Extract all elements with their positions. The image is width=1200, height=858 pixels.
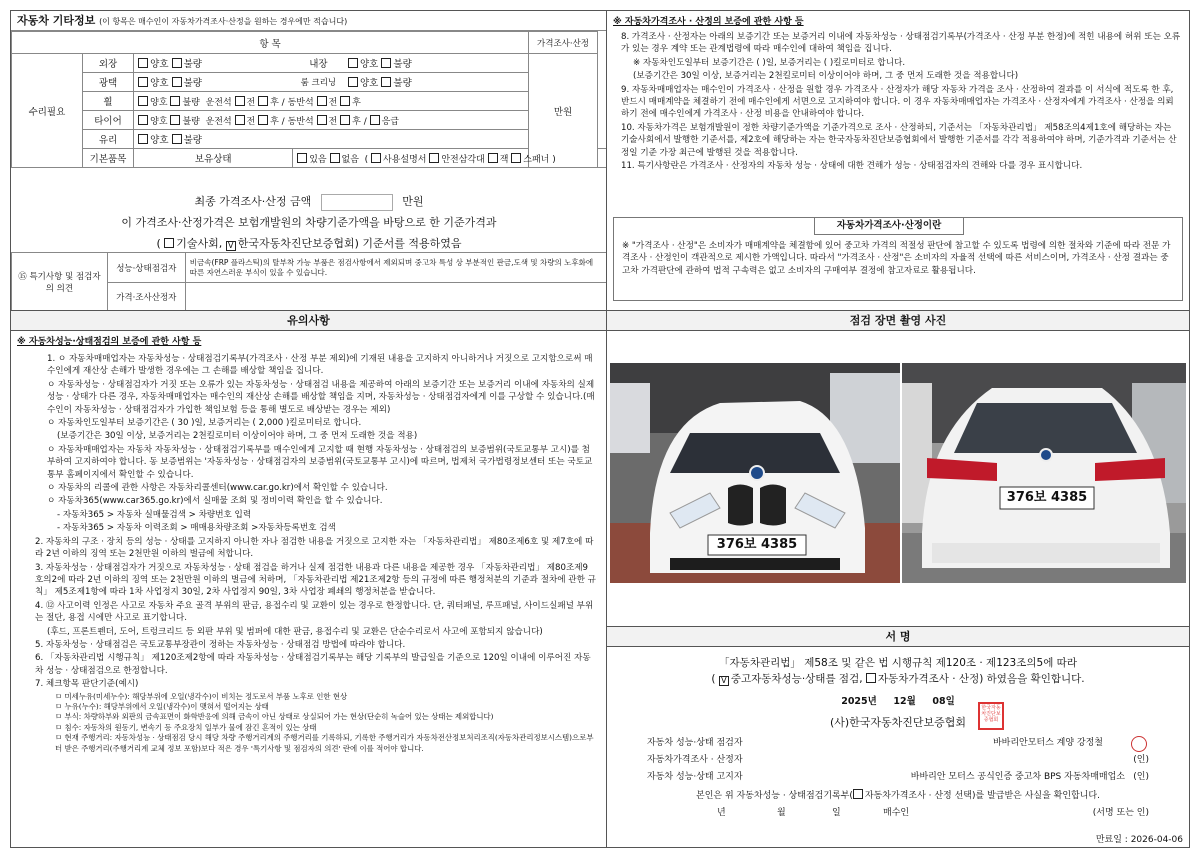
criteria-item: ㅁ 누유(누수): 해당부위에서 오일(냉각수)이 맺혀서 떨어지는 상태 <box>55 701 269 711</box>
checkbox-tire-bad[interactable] <box>170 115 180 125</box>
checkbox-gloss-good[interactable] <box>138 77 148 87</box>
group-repair-label: 수리필요 <box>12 54 83 168</box>
etc-info-note: (이 항목은 매수인이 자동차가격조사·산정을 원하는 경우에만 적습니다) <box>99 17 348 26</box>
final-price-unit: 만원 <box>402 195 424 208</box>
option-bad: 불량 <box>183 59 202 70</box>
rear-label: 후 <box>270 116 279 127</box>
glass-options <box>134 130 529 149</box>
manual-label: 사용설명서 <box>382 154 427 165</box>
basis-option-tech: 기술사회, <box>176 237 223 250</box>
sign-month-unit: 월 <box>906 696 916 707</box>
caution-item: ㅇ 자동차성능 · 상태점검자가 거짓 또는 오류가 있는 자동차성능 · 상태점검 내용을 제공하여 아래의 보증기간 또는 보증거리 이내에 자동차의 실제 성능 · 상태가 다른 경우, 자동차매매업자는 매수인의 재산상 손해를 배상할 책임을 지며, 자동차성능 · 상태점검자에게 이를 구상할 수 있습니다.(매수인이 자동차성능 · 상태점검자가 가입한 책임보험 등을 통해 별도로 배상받는 경우는 제외) <box>47 379 595 415</box>
front-label: 전 <box>328 97 338 108</box>
notifier-name: 바바리안 모터스 공식인증 중고차 BPS 자동차매매업소 <box>910 772 1125 782</box>
rear-label: 후 <box>352 116 361 127</box>
checkbox-triangle[interactable] <box>429 153 439 163</box>
receipt-text-2: 자동차가격조사 · 산정 선택)를 발급받은 사실을 확인합니다. <box>864 791 1100 801</box>
expiry-date: 만료일 : 2026-04-06 <box>1095 835 1183 845</box>
front-photo <box>610 363 900 583</box>
checkbox-jack[interactable] <box>488 153 498 163</box>
sign-day-unit: 일 <box>945 696 955 707</box>
caution-item: (후드, 프론트펜더, 도어, 트렁크리드 등 외판 부위 및 범퍼에 대한 판금, 용접수리 및 교환은 단순수리로서 사고에 포함되지 않습니다) <box>47 626 543 637</box>
triangle-label: 안전삼각대 <box>441 154 485 165</box>
exterior-label: 외장 <box>82 54 133 73</box>
rear-car-image <box>902 363 1186 583</box>
pricing-note-item: 9. 자동차매매업자는 매수인이 가격조사 · 산정을 원할 경우 가격조사 · 산정자가 해당 자동차 가격을 조사 · 산정하여 결과를 이 서식에 적도록 한 후, 반드시 매매계약을 체결하기 전에 매수인에게 서면으로 고지하여야 합니다. 이 경우 자동차매매업자는 가격조사 · 산정자에게 가격조사 · 산정을 의뢰하기 전에 매수인에게 가격조사 · 산정 비용을 안내하여야 합니다. <box>621 84 1174 120</box>
option-bad: 불량 <box>182 116 200 127</box>
right-column <box>607 11 1189 847</box>
sign-day: 08 <box>932 696 946 707</box>
front-label: 전 <box>328 116 338 127</box>
rear-label: 후 <box>270 97 279 108</box>
checkbox-wheel-bad[interactable] <box>170 96 180 106</box>
gloss-options <box>134 73 293 92</box>
pricing-info-box-text: ※ "가격조사 · 산정"은 소비자가 매매계약을 체결함에 있어 중고차 가격의 적절성 판단에 참고할 수 있도록 법령에 의한 절차와 기준에 따라 전문 가격조사 · 산정인이 객관적으로 제시한 가액입니다. 따라서 "가격조사 · 산정"은 소비자의 자율적 선택에 따른 서비스이며, 가격조사 · 산정 결과는 중고차 가격판단에 관하여 법적 구속력은 없고 소비자의 구매여부 결정에 참고자료로 활용됩니다. <box>622 241 1171 276</box>
cautions-section <box>11 311 606 849</box>
buyer-day: 일 <box>832 808 841 818</box>
photo-title: 점검 장면 촬영 사진 <box>607 311 1189 331</box>
sign-month: 12 <box>893 696 907 707</box>
option-good: 양호 <box>360 78 379 89</box>
checkbox-interior-good[interactable] <box>348 58 358 68</box>
interior-options <box>344 54 529 73</box>
checkbox-tire-pass-front[interactable] <box>317 115 327 125</box>
pricing-notes-list <box>607 27 1189 172</box>
checkbox-has[interactable] <box>297 153 307 163</box>
room-clean-label: 룸 크리닝 <box>293 73 344 92</box>
option-bad: 불량 <box>183 78 202 89</box>
checkbox-tire-emergency[interactable] <box>370 115 380 125</box>
checkbox-wheel-driver-rear[interactable] <box>258 96 268 106</box>
group-basic-label: 기본품목 <box>82 149 133 168</box>
association-name: (사)한국자동차진단보증협회 <box>829 716 967 729</box>
caution-item: ㅇ 자동차의 리콜에 관한 사항은 자동차리콜센터(www.car.go.kr)에서 확인할 수 있습니다. <box>47 483 388 494</box>
left-column <box>11 11 607 847</box>
caution-item: ㅇ 자동차매매업자는 자동차 자동차성능 · 상태점검기록부를 매수인에게 고지할 때 현행 자동차성능 · 상태점검의 보증범위(국토교통부 고시)를 첨부하여 고지하여야 합니다. 동 보증범위는 '자동차성능 · 상태점검자의 보증범위(국토교통부 고시)에 따르며, 법제처 국가법령정보센터 또는 국토교통부 홈페이지에서 확인할 수 있습니다. <box>47 444 593 480</box>
signature-confirm-line: ( V 중고자동차성능·상태를 점검, 자동차가격조사 · 산정) 하였음을 확인합니다. <box>711 673 1085 685</box>
caution-item: - 자동차365 > 자동차 이력조회 > 매매용차량조회 >자동차등록번호 검색 <box>57 523 336 534</box>
rear-plate: 376보 4385 <box>1006 490 1088 505</box>
checkbox-glass-good[interactable] <box>138 134 148 144</box>
option-bad: 불량 <box>182 97 200 108</box>
criteria-list <box>11 692 606 754</box>
buyer-sign: (서명 또는 인) <box>1092 808 1149 818</box>
option-good: 양호 <box>150 59 169 70</box>
option-bad: 불량 <box>393 59 412 70</box>
checkbox-glass-bad[interactable] <box>172 134 182 144</box>
caution-item: 2. 자동차의 구조 · 장치 등의 성능 · 상태를 고지하지 아니한 자나 점검한 내용을 거짓으로 고지한 자는 「자동차관리법」 제80조제6호 및 제7호에 따라 2년 이하의 징역 또는 2천만원 이하의 벌금에 처합니다. <box>35 536 594 560</box>
basis-options: ( 기술사회, V 한국자동차진단보증협회) 기준서를 적용하였음 <box>156 237 462 250</box>
etc-info-header <box>11 11 606 31</box>
checkbox-none[interactable] <box>330 153 340 163</box>
inspector-opinion-text: 비금속(FRP 플라스틱)의 탈부착 가능 부품은 점검사항에서 제외되며 중고차 특성 상 부분적인 판금,도색 및 차량의 노후화에 따른 자연스러운 부식이 있을 수 있습니다. <box>185 253 606 283</box>
checkbox-wheel-good[interactable] <box>138 96 148 106</box>
checkbox-room-good[interactable] <box>348 77 358 87</box>
front-label: 전 <box>246 116 256 127</box>
final-price-block <box>11 188 606 252</box>
cautions-title: 유의사항 <box>11 311 606 331</box>
final-price-input[interactable] <box>321 194 393 211</box>
option-bad: 불량 <box>393 78 412 89</box>
pricer-opinion-text <box>185 283 606 311</box>
checkbox-tire-driver-rear[interactable] <box>258 115 268 125</box>
receipt-text-1: 본인은 위 자동차성능 · 상태점검기록부( <box>696 791 853 801</box>
cautions-list <box>11 347 606 691</box>
pricing-notes-title: ※ 자동차가격조사 · 산정의 보증에 관한 사항 등 <box>613 17 804 27</box>
option-no: 없음 <box>341 154 359 165</box>
checkbox-basis-kaida[interactable]: V <box>226 241 236 251</box>
caution-item: - 자동차365 > 자동차 실매물검색 > 차량번호 입력 <box>57 509 252 520</box>
interior-label: 내장 <box>293 54 344 73</box>
checkbox-exterior-bad[interactable] <box>172 58 182 68</box>
spanner-label: 스패너 <box>523 154 550 165</box>
passenger-label: 동반석 <box>287 97 314 108</box>
confirm-inspection-label: 중고자동차성능·상태를 점검, <box>730 673 863 685</box>
rear-photo <box>902 363 1186 583</box>
inspector-row <box>647 735 1149 752</box>
caution-item: 5. 자동차성능 · 상태점검은 국토교통부장관이 정하는 자동차성능 · 상태점검 방법에 따라야 합니다. <box>35 639 406 650</box>
pricing-note-item: 11. 특기사항란은 가격조사 · 산정자의 자동차 성능 · 상태에 대한 견해가 성능 · 상태점검자의 견해와 다를 경우 표시합니다. <box>621 161 1083 172</box>
col-price-header: 가격조사·산정 <box>529 32 598 54</box>
rear-label: 후 <box>352 97 361 108</box>
association-stamp: 한국자동차진단보증협회 <box>978 702 1004 730</box>
checkbox-basis-tech[interactable] <box>164 238 174 248</box>
sign-year-unit: 년 <box>867 696 877 707</box>
caution-item: ㅇ 자동차365(www.car365.go.kr)에서 실매물 조회 및 정비이력 확인을 할 수 있습니다. <box>47 496 383 507</box>
inspector-name: 바바리안모터스 계양 강정철 <box>992 738 1103 748</box>
option-good: 양호 <box>150 135 169 146</box>
passenger-label: 동반석 <box>287 116 314 127</box>
checkbox-tire-good[interactable] <box>138 115 148 125</box>
front-plate: 376보 4385 <box>716 537 798 552</box>
checkbox-interior-bad[interactable] <box>381 58 391 68</box>
jack-label: 잭 <box>499 154 509 165</box>
room-clean-options <box>344 73 529 92</box>
tire-label: 타이어 <box>82 111 133 130</box>
confirm-pricing-label: 자동차가격조사 · 산정) 하였음을 확인합니다. <box>877 673 1085 685</box>
notifier-seal: (인) <box>1133 772 1149 782</box>
caution-item: (보증기간은 30일 이상, 보증거리는 2천킬로미터 이상이어야 하며, 그 중 먼저 도래한 것을 적용) <box>57 431 418 442</box>
caution-item: 6. 「자동차관리법 시행규칙」 제120조제2항에 따라 자동차성능 · 상태점검기록부는 해당 기록부의 발급일을 기준으로 120일 이내에 이루어진 자동차 성능 · 상태점검으로 한정합니다. <box>35 653 591 676</box>
receipt-line <box>607 788 1189 801</box>
checkbox-confirm-inspection[interactable]: V <box>719 676 729 686</box>
inspector-opinion-label: 성능·상태점검자 <box>107 253 185 283</box>
option-bad: 불량 <box>183 135 202 146</box>
sign-year: 2025 <box>841 696 868 707</box>
association-row <box>607 705 1189 732</box>
pricer-label: 자동차가격조사 · 산정자 <box>647 755 743 765</box>
checkbox-tire-driver-front[interactable] <box>235 115 245 125</box>
basis-line: 이 가격조사·산정가격은 보험개발원의 차량기준가액을 바탕으로 한 기준가격과 <box>121 216 497 229</box>
pricer-opinion-label: 가격·조사산정자 <box>107 283 185 311</box>
pricing-note-item: 10. 자동차가격은 보험개발원이 정한 차량기준가액을 기준가격으로 조사 · 산정하되, 기준서는 「자동차관리법」 제58조의4제1호에 해당하는 자는 기술사회에서 발행한 기준서를, 제2호에 해당하는 자는 한국자동차진단보증협회에서 발행한 기준서를 각각 적용하여야 하며, 기준가격과 기준서는 산정일 기준 가장 최근에 발행된 것을 적용합니다. <box>621 122 1177 158</box>
pricing-notes-section <box>607 11 1189 311</box>
inspector-label: 자동차 성능·상태 점검자 <box>647 738 743 748</box>
special-notes-table <box>11 252 606 311</box>
signature-section <box>607 627 1189 849</box>
criteria-item: ㅁ 현재 주행거리: 자동차성능 · 상태점검 당시 해당 차량 주행거리계의 주행거리를 기록하되, 기록한 주행거리가 자동차전산정보처리조직(자동차관리정보시스템)으로부터 받은 주행거리(주행거리계 교체 정보 포함)보다 적은 경우 '특기사항 및 점검자의 의견' 란에 이를 적어야 합니다. <box>55 733 594 753</box>
front-label: 전 <box>246 97 256 108</box>
caution-item: 4. ⑫ 사고이력 인정은 사고로 자동차 주요 골격 부위의 판금, 용접수리 및 교환이 있는 경우로 한정합니다. 단, 쿼터패널, 루프패널, 사이드실패널 부위는 절단, 용접 시에만 사고로 표기합니다. <box>35 600 594 624</box>
buyer-month: 월 <box>777 808 786 818</box>
cautions-subtitle: ※ 자동차성능·상태점검의 보증에 관한 사항 등 <box>17 337 202 347</box>
signatory-rows <box>607 735 1189 786</box>
wheel-label: 휠 <box>82 92 133 111</box>
basis-option-kaida: 한국자동차진단보증협회 <box>237 237 355 250</box>
checkbox-confirm-pricing[interactable] <box>866 673 876 683</box>
checkbox-receipt-pricing[interactable] <box>853 789 863 799</box>
buyer-row <box>607 805 1189 823</box>
signature-title: 서 명 <box>607 627 1189 647</box>
checkbox-wheel-pass-rear[interactable] <box>340 96 350 106</box>
basis-suffix: ) 기준서를 적용하였음 <box>354 237 462 250</box>
signature-law-line: 「자동차관리법」 제58조 및 같은 법 시행규칙 제120조 · 제123조의5에 따라 <box>719 657 1077 669</box>
pricer-row <box>647 752 1149 769</box>
option-good: 양호 <box>150 78 169 89</box>
checkbox-tire-pass-rear[interactable] <box>340 115 350 125</box>
checkbox-gloss-bad[interactable] <box>172 77 182 87</box>
emergency-label: 응급 <box>381 116 399 127</box>
buyer-year: 년 <box>717 808 726 818</box>
wheel-options: 양호 불량 운전석 전 후 / 동반석 전 후 <box>134 92 529 111</box>
criteria-item: ㅁ 침수: 자동차의 원동기, 변속기 등 주요장치 일부가 물에 잠긴 흔적이 있는 상태 <box>55 722 317 732</box>
checkbox-wheel-driver-front[interactable] <box>235 96 245 106</box>
checkbox-exterior-good[interactable] <box>138 58 148 68</box>
pricer-seal: (인) <box>1133 755 1149 765</box>
tire-options: 양호 불량 운전석 전 후 / 동반석 전 후 / 응급 <box>134 111 529 130</box>
glass-label: 유리 <box>82 130 133 149</box>
exterior-options <box>134 54 293 73</box>
checkbox-room-bad[interactable] <box>381 77 391 87</box>
pricing-note-item: ※ 자동차인도일부터 보증기간은 ( )일, 보증거리는 ( )킬로미터로 합니다. <box>633 57 906 68</box>
etc-info-title: 자동차 기타정보 <box>17 14 96 27</box>
criteria-item: ㅁ 미세누유(미세누수): 해당부위에 오일(냉각수)이 비치는 정도로서 부품 노후로 인한 현상 <box>55 691 348 701</box>
caution-item: 1. ㅇ 자동차매매업자는 자동차성능 · 상태점검기록부(가격조사 · 산정 부분 제외)에 기재된 내용을 고지하지 아니하거나 거짓으로 고지함으로써 매수인에게 재산상 손해가 발생한 경우에는 그 손해를 배상할 책임을 집니다. <box>47 354 593 377</box>
criteria-item: ㅁ 부식: 차량하부와 외판의 금속표면이 화학반응에 의해 금속이 아닌 상태로 상실되어 가는 현상(단순히 녹슬어 있는 상태는 제외합니다) <box>55 712 494 722</box>
gloss-label: 광택 <box>82 73 133 92</box>
option-good: 양호 <box>150 97 168 108</box>
option-yes: 있음 <box>309 154 327 165</box>
driver-label: 운전석 <box>205 116 232 127</box>
pricing-note-item: 8. 가격조사 · 산정자는 아래의 보증기간 또는 보증거리 이내에 자동차성능 · 상태점검기록부(가격조사 · 산정 부분 한정)에 적힌 내용에 허위 또는 오류가 있는 경우 계약 또는 관계법령에 따라 매수인에 대하여 책임을 집니다. <box>621 32 1181 55</box>
notifier-row <box>647 769 1149 786</box>
caution-item: 7. 체크항목 판단기준(예시) <box>35 679 139 690</box>
driver-label: 운전석 <box>205 97 232 108</box>
option-good: 양호 <box>360 59 379 70</box>
photo-section <box>607 311 1189 627</box>
possession-options: 있음 없음 ( 사용설명서 안전삼각대 잭 스패너 ) <box>293 149 598 168</box>
etc-info-section <box>11 11 606 311</box>
checkbox-wheel-pass-front[interactable] <box>317 96 327 106</box>
repair-price-unit: 만원 <box>529 54 598 168</box>
pricing-info-box <box>613 217 1183 301</box>
inspection-record-page <box>10 10 1190 848</box>
pricing-note-item: (보증기간은 30일 이상, 보증거리는 2천킬로미터 이상이어야 하며, 그 중 먼저 도래한 것을 적용합니다) <box>633 71 1019 82</box>
caution-item: 3. 자동차성능 · 상태점검자가 거짓으로 자동차성능 · 상태 점검을 하거나 실제 점검한 내용과 다른 내용을 제공한 경우 「자동차관리법」 제80조제9호의2에 따라 2년 이하의 징역 또는 2천만원 이하의 벌금에 처하며, 「자동차관리법 제21조제2항 등의 규정에 따른 행정처분의 기준과 절차에 관한 규칙」 제5조제1항에 따라 1차 사업정지 30일, 2차 사업정지 90일, 3차 사업장 폐쇄의 행정처분을 받습니다. <box>35 562 596 598</box>
final-price-label: 최종 가격조사·산정 금액 <box>194 195 312 208</box>
option-good: 양호 <box>150 116 168 127</box>
checkbox-manual[interactable] <box>371 153 381 163</box>
notifier-label: 자동차 성능·상태 고지자 <box>647 772 743 782</box>
signature-date <box>607 693 1189 707</box>
special-label: ⑮ 특기사항 및 점검자의 의견 <box>12 253 108 311</box>
inspector-seal-icon <box>1131 736 1147 752</box>
pricing-info-box-title: 자동차가격조사·산정이란 <box>814 217 964 235</box>
checkbox-spanner[interactable] <box>511 153 521 163</box>
etc-info-table <box>11 31 606 168</box>
possession-label: 보유상태 <box>134 149 293 168</box>
col-item-header: 항 목 <box>12 32 529 54</box>
caution-item: ㅇ 자동차인도일부터 보증기간은 ( 30 )일, 보증거리는 ( 2,000 )킬로미터로 합니다. <box>47 418 362 429</box>
final-price-row <box>11 191 606 212</box>
buyer-label: 매수인 <box>883 808 910 818</box>
